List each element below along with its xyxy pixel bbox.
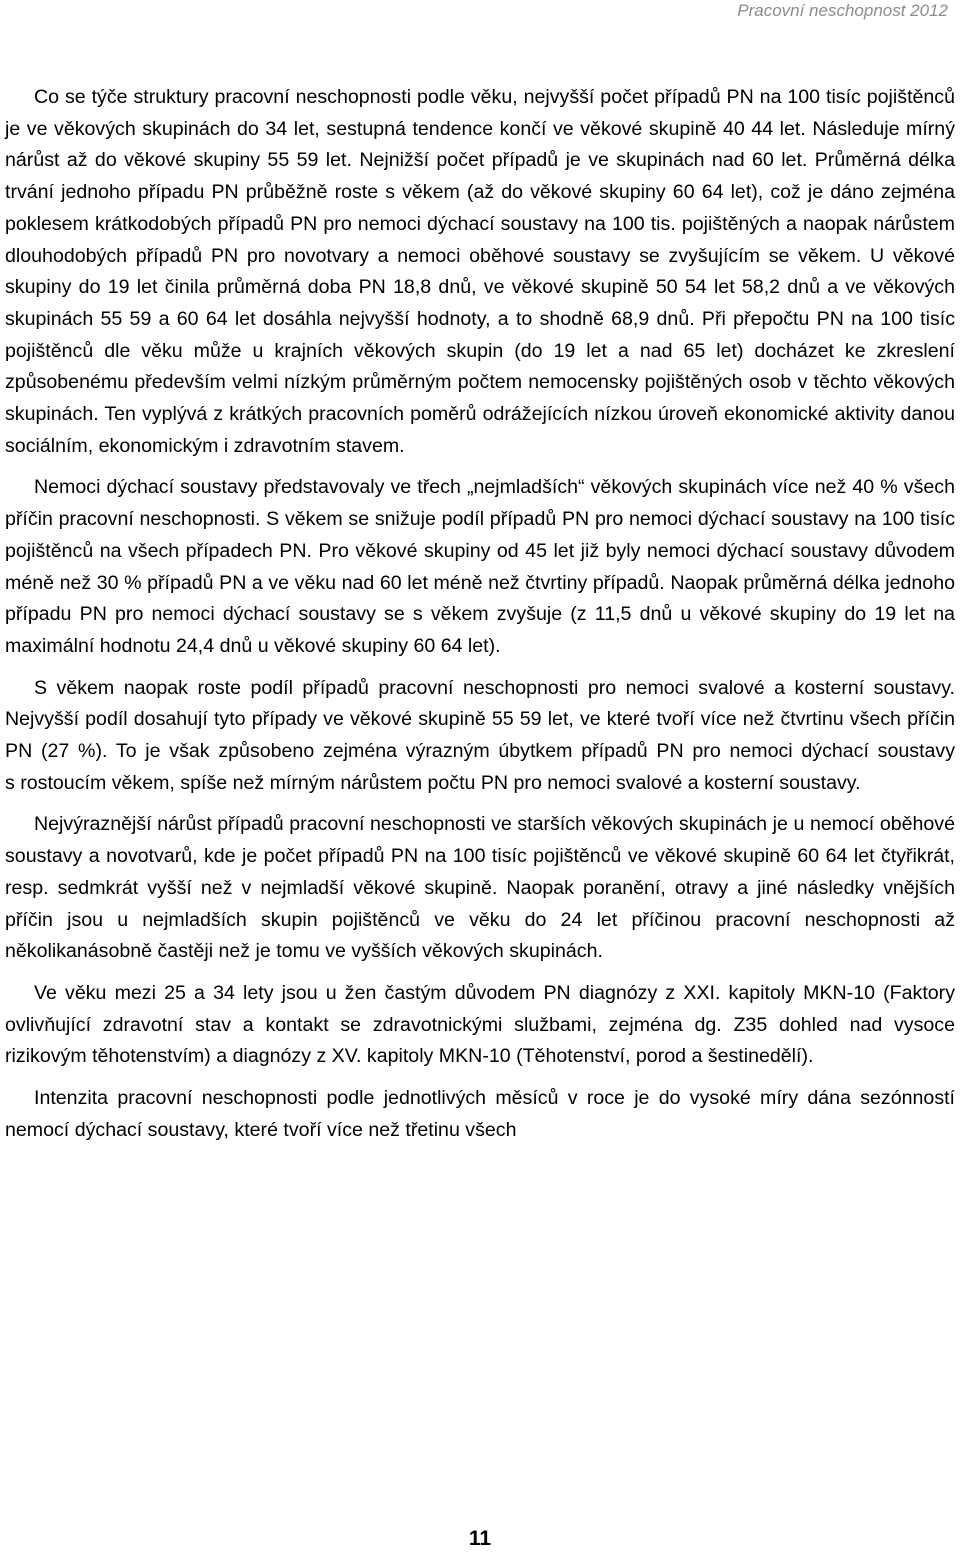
- paragraph-age-structure: Co se týče struktury pracovní neschopnosti podle věku, nejvyšší počet případů PN na 100 tisíc pojištěnců je ve věkových skupinách do 34 let, sestupná tendence končí ve věkové skupině 40 44 let. Následuje mírný nárůst až do věkové skupiny 55 59 let. Nejnižší počet případů je ve skupinách nad 60 let. Průměrná délka trvání jednoho případu PN průběžně roste s věkem (až do věkové skupiny 60 64 let), což je dáno zejména poklesem krátkodobých případů PN pro nemoci dýchací soustavy na 100 tis. pojištěných a naopak nárůstem dlouhodobých případů PN pro novotvary a nemoci oběhové soustavy se zvyšujícím se věkem. U věkové skupiny do 19 let činila průměrná doba PN 18,8 dnů, ve věkové skupině 50 54 let 58,2 dnů a ve věkových skupinách 55 59 a 60 64 let dosáhla nejvyšší hodnoty, a to shodně 68,9 dnů. Při přepočtu PN na 100 tisíc pojištěnců dle věku může u krajních věkových skupin (do 19 let a nad 65 let) docházet ke zkreslení způsobenému především velmi nízkým průměrným počtem nemocensky pojištěných osob v těchto věkových skupinách. Ten vyplývá z krátkých pracovních poměrů odrážejících nízkou úroveň ekonomické aktivity danou sociálním, ekonomickým i zdravotním stavem.: [5, 86, 955, 457]
- running-header: Pracovní neschopnost 2012: [737, 1, 948, 20]
- paragraph-respiratory-diseases: Nemoci dýchací soustavy představovaly ve třech „nejmladších“ věkových skupinách více než 40 % všech příčin pracovní neschopnosti. S věkem se snižuje podíl případů PN pro nemoci dýchací soustavy na 100 tisíc pojištěnců na všech případech PN. Pro věkové skupiny od 45 let již byly nemoci dýchací soustavy důvodem méně než 30 % případů PN a ve věku nad 60 let méně než čtvrtiny případů. Naopak průměrná délka jednoho případu PN pro nemoci dýchací soustavy se s věkem zvyšuje (z 11,5 dnů u věkové skupiny do 19 let na maximální hodnotu 24,4 dnů u věkové skupiny 60 64 let).: [5, 476, 955, 657]
- paragraph-women-25-34: Ve věku mezi 25 a 34 lety jsou u žen častým důvodem PN diagnózy z XXI. kapitoly MKN-10 (Faktory ovlivňující zdravotní stav a kontakt se zdravotnickými službami, zejména dg. Z35 dohled nad vysoce rizikovým těhotenstvím) a diagnózy z XV. kapitoly MKN-10 (Těhotenství, porod a šestinedělí).: [5, 981, 955, 1068]
- document-body: [5, 82, 955, 1157]
- page-number: 11: [468, 1527, 492, 1550]
- paragraph-monthly-intensity: Intenzita pracovní neschopnosti podle jednotlivých měsíců v roce je do vysoké míry dána sezónností nemocí dýchací soustavy, které tvoří více než třetinu všech: [5, 1087, 955, 1141]
- paragraph-circulatory-neoplasms: Nejvýraznější nárůst případů pracovní neschopnosti ve starších věkových skupinách je u nemocí oběhové soustavy a novotvarů, kde je počet případů PN na 100 tisíc pojištěnců ve věkové skupině 60 64 let čtyřikrát, resp. sedmkrát vyšší než v nejmladší věkové skupině. Naopak poranění, otravy a jiné následky vnějších příčin jsou u nejmladších skupin pojištěnců ve věku do 24 let příčinou pracovní neschopnosti až několikanásobně častěji než je tomu ve vyšších věkových skupinách.: [5, 813, 955, 963]
- paragraph-musculoskeletal: S věkem naopak roste podíl případů pracovní neschopnosti pro nemoci svalové a kosterní soustavy. Nejvyšší podíl dosahují tyto případy ve věkové skupině 55 59 let, ve které tvoří více než čtvrtinu všech příčin PN (27 %). To je však způsobeno zejména výrazným úbytkem případů PN pro nemoci dýchací soustavy s rostoucím věkem, spíše než mírným nárůstem počtu PN pro nemoci svalové a kosterní soustavy.: [5, 676, 955, 794]
